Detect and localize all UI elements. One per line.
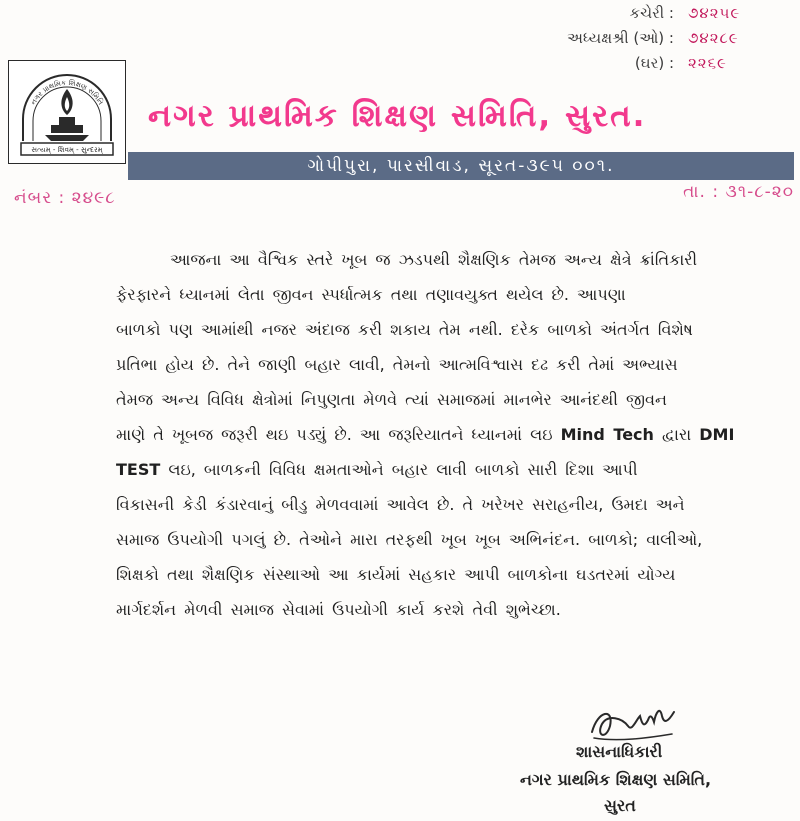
signatory-city: સુરત [604, 796, 636, 815]
letter-date [683, 182, 794, 202]
body-line: આજના આ વૈશ્વિક સ્તરે ખૂબ જ ઝડપથી શૈક્ષણિક તેમજ અન્ય ક્ષેત્રે ક્રાંતિકારી [170, 250, 698, 269]
body-line [116, 417, 790, 452]
chairman-phone-number: ૭૪૨૮૯ [688, 29, 739, 47]
office-phone [474, 4, 794, 29]
organization-logo [8, 60, 126, 164]
office-phone-number: ૭૪૨૫૯ [688, 4, 741, 22]
body-line: પ્રતિભા હોય છે. તેને જાણી બહાર લાવી, તેમનો આત્મવિશ્વાસ દઢ કરી તેમાં અભ્યાસ [116, 355, 678, 374]
body-line: માર્ગદર્શન મેળવી સમાજ સેવામાં ઉપયોગી કાર્ય કરશે તેવી શુભેચ્છા. [116, 600, 561, 619]
home-phone-label: (ઘર) : [634, 54, 674, 72]
signatory-designation: શાસનાધિકારી [576, 742, 663, 761]
home-phone [474, 54, 794, 79]
chairman-phone [474, 29, 794, 54]
reference-value: ૨૪૯૮ [71, 188, 116, 208]
reference-number [14, 188, 116, 208]
logo-top-text: નગર પ્રાથમિક શિક્ષણ સમિતિ [29, 78, 105, 107]
body-line: બાળકો પણ આમાંથી નજર અંદાજ કરી શકાય તેમ નથી. દરેક બાળકો અંતર્ગત વિશેષ [116, 320, 693, 339]
brand-name-dmi: DMI [699, 425, 735, 444]
body-line: ફેરફારને ધ્યાનમાં લેતા જીવન સ્પર્ધાત્મક તથા તણાવયુક્ત થયેલ છે. આપણા [116, 285, 626, 304]
reference-label: નંબર : [14, 188, 66, 208]
brand-name-test: TEST [116, 460, 161, 479]
lamp-emblem-icon [9, 61, 125, 163]
letter-body [116, 242, 790, 627]
brand-name-mind-tech: Mind Tech [560, 425, 654, 444]
signatory-organization: નગર પ્રાથમિક શિક્ષણ સમિતિ, [520, 770, 712, 789]
body-line: સમાજ ઉપયોગી પગલું છે. તેઓને મારા તરફથી ખૂબ ખૂબ અભિનંદન. બાળકો; વાલીઓ, [116, 530, 703, 549]
logo-motto: સત્યમ્ - શિવમ્ - સુન્દરમ્ [31, 146, 103, 154]
date-label: તા. : [683, 182, 720, 202]
body-line: વિકાસની કેડી કંડારવાનું બીડુ મેળવવામાં આવેલ છે. તે ખરેખર સરાહનીય, ઉમદા અને [116, 495, 685, 514]
organization-title: નગર પ્રાથમિક શિક્ષણ સમિતિ, સુરત. [148, 98, 647, 134]
office-phone-label: કચેરી : [629, 4, 674, 22]
date-value: ૩૧-૮-૨૦ [725, 182, 794, 202]
body-text: માણે તે ખૂબજ જરૂરી થઇ પડ્યું છે. આ જરૂરિયાતને ધ્યાનમાં લઇ [116, 425, 553, 444]
contact-numbers [474, 4, 794, 79]
body-line: શિક્ષકો તથા શૈક્ષણિક સંસ્થાઓ આ કાર્યમાં સહકાર આપી બાળકોના ઘડતરમાં યોગ્ય [116, 565, 676, 584]
address-bar: ગોપીપુરા, પારસીવાડ, સૂરત-૩૯૫ ૦૦૧. [128, 152, 794, 180]
body-text: લઇ, બાળકની વિવિધ ક્ષમતાઓને બહાર લાવી બાળકો સારી દિશા આપી [168, 460, 638, 479]
home-phone-number: ૨૨૬૯ [688, 54, 727, 72]
body-line [116, 452, 790, 487]
body-line: તેમજ અન્ય વિવિધ ક્ષેત્રોમાં નિપુણતા મેળવે ત્યાં સમાજમાં માનભેર આનંદથી જીવન [116, 390, 667, 409]
body-text: દ્વારા [662, 425, 692, 444]
chairman-phone-label: અધ્યક્ષશ્રી (ઓ) : [567, 29, 674, 47]
